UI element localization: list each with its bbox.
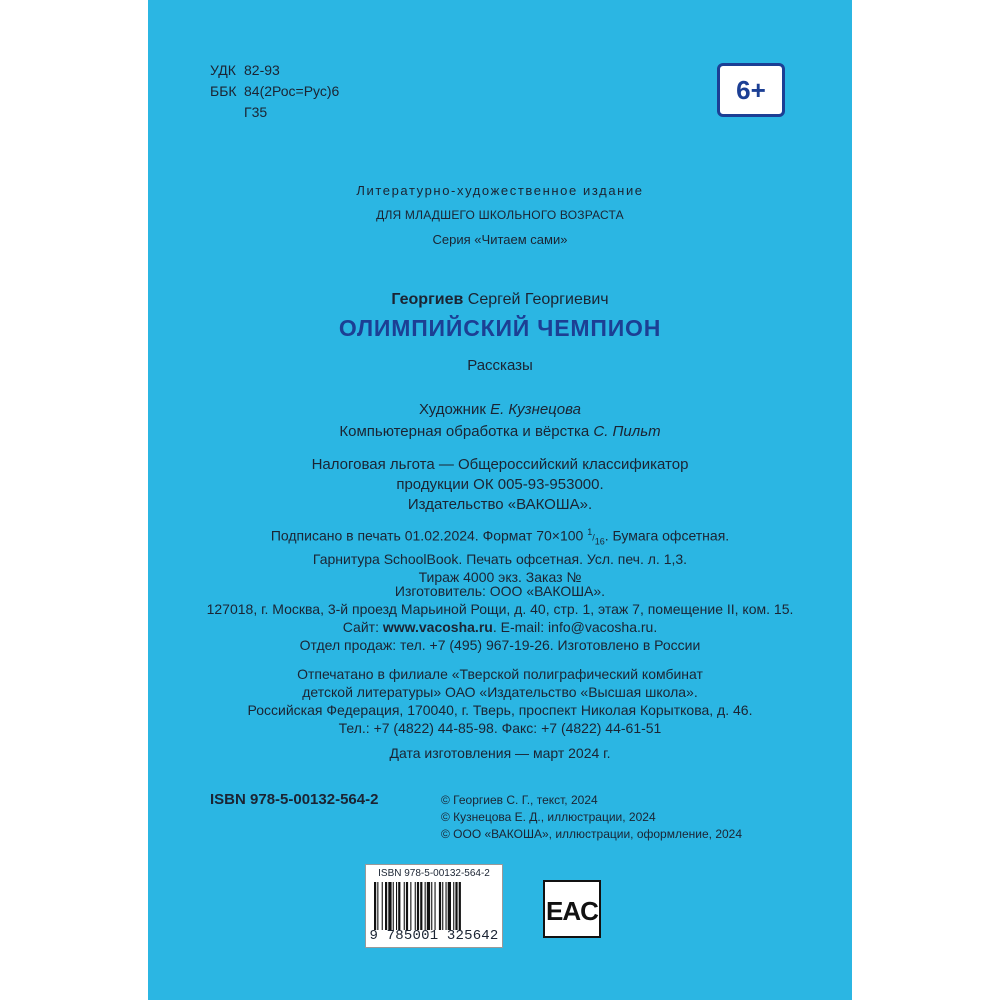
author-surname: Георгиев xyxy=(391,291,464,308)
site-link[interactable]: www.vacosha.ru xyxy=(382,619,493,635)
copyright-line: © Георгиев С. Г., текст, 2024 xyxy=(441,793,598,807)
author-line xyxy=(148,291,852,309)
printer-line-1: Отпечатано в филиале «Тверской полиграфический комбинат xyxy=(297,666,703,682)
book-genre: Рассказы xyxy=(467,357,533,374)
barcode-bar xyxy=(431,882,432,930)
barcode-bar xyxy=(396,882,397,930)
credits-block xyxy=(148,399,852,443)
barcode-bar xyxy=(455,882,457,930)
print-line-3: Тираж 4000 экз. Заказ № xyxy=(418,569,582,586)
barcode-bar xyxy=(435,882,436,930)
barcode-digits: 9 785001 325642 xyxy=(369,928,499,944)
udk-block xyxy=(210,60,339,123)
edition-series: Серия «Читаем сами» xyxy=(432,232,568,247)
eac-logo-icon xyxy=(545,882,599,936)
site-label: Сайт: xyxy=(342,619,379,635)
barcode-bars xyxy=(374,882,494,930)
author-mark: Г35 xyxy=(244,104,268,120)
age-rating-badge: 6+ xyxy=(717,63,785,117)
udk-label: УДК xyxy=(210,62,236,78)
barcode-bar xyxy=(442,882,443,930)
barcode-isbn-text: ISBN 978-5-00132-564-2 xyxy=(378,868,490,879)
print-line-1a: Подписано в печать 01.02.2024. Формат 70×100 xyxy=(270,527,584,544)
barcode-bar xyxy=(427,882,430,930)
barcode-bar xyxy=(382,882,383,930)
tax-line-1: Налоговая льгота — Общероссийский классификатор xyxy=(311,456,689,473)
layout-label: Компьютерная обработка и вёрстка xyxy=(339,423,590,440)
barcode-bar xyxy=(453,882,454,930)
tax-line-2: продукции ОК 005-93-953000. xyxy=(396,476,604,493)
bbk-value: 84(2Рос=Рус)6 xyxy=(244,83,340,99)
barcode-bar xyxy=(446,882,447,930)
layout-name: С. Пильт xyxy=(593,423,661,440)
artist-label: Художник xyxy=(419,401,486,418)
email-text: . E-mail: info@vacosha.ru. xyxy=(492,619,658,635)
barcode-bar xyxy=(459,882,461,930)
author-name: Сергей Георгиевич xyxy=(467,291,609,308)
isbn: ISBN 978-5-00132-564-2 xyxy=(210,791,379,808)
print-info-block: Подписано в печать 01.02.2024. Формат 70×100 $^1/_{16}$. Бумага офсетная. Гарнитура SchoolBook. Печать офсетная. Усл. печ. л. 1,3. Тираж 4000 экз. Заказ № xyxy=(148,523,852,586)
barcode-bar xyxy=(410,882,411,930)
printer-line-3: Российская Федерация, 170040, г. Тверь, проспект Николая Корыткова, д. 46. xyxy=(247,702,753,718)
barcode-bar xyxy=(420,882,422,930)
barcode-bar xyxy=(388,882,391,930)
barcode-bar xyxy=(404,882,405,930)
sales-line: Отдел продаж: тел. +7 (495) 967-19-26. Изготовлено в России xyxy=(299,637,701,653)
barcode-bar xyxy=(439,882,441,930)
udk-value: 82-93 xyxy=(244,62,280,78)
edition-type: Литературно-художественное издание xyxy=(356,183,644,198)
edition-audience: ДЛЯ МЛАДШЕГО ШКОЛЬНОГО ВОЗРАСТА xyxy=(376,208,624,222)
manufacture-date: Дата изготовления — март 2024 г. xyxy=(389,745,611,761)
print-line-1b: . Бумага офсетная. xyxy=(604,527,730,544)
barcode-bar xyxy=(448,882,451,930)
format-fraction-num: 1 xyxy=(587,527,593,537)
copyright-line: © ООО «ВАКОША», иллюстрации, оформление, 2024 xyxy=(441,827,743,841)
eac-mark-text: EAC xyxy=(546,896,598,926)
manufacturer-line-1: Изготовитель: ООО «ВАКОША». xyxy=(394,583,606,599)
format-fraction-den: 16 xyxy=(594,536,605,547)
manufacturer-address: 127018, г. Москва, 3-й проезд Марьиной Рощи, д. 40, стр. 1, этаж 7, помещение II, ком. 15. xyxy=(206,601,794,617)
printer-line-2: детской литературы» ОАО «Издательство «Высшая школа». xyxy=(302,684,698,700)
printer-line-4: Тел.: +7 (4822) 44-85-98. Факс: +7 (4822) 44-61-51 xyxy=(338,720,662,736)
eac-mark xyxy=(543,880,601,938)
barcode-bar xyxy=(415,882,416,930)
printer-block xyxy=(148,665,852,737)
barcode xyxy=(365,864,503,948)
artist-name: Е. Кузнецова xyxy=(490,401,581,418)
copyright-line: © Кузнецова Е. Д., иллюстрации, 2024 xyxy=(441,810,656,824)
barcode-bar xyxy=(417,882,419,930)
barcode-bar xyxy=(398,882,400,930)
barcode-bar xyxy=(393,882,394,930)
manufacturer-block xyxy=(148,582,852,654)
barcode-bar xyxy=(385,882,387,930)
barcode-bar xyxy=(406,882,408,930)
tax-block xyxy=(148,455,852,515)
copyright-block xyxy=(441,792,742,843)
barcode-bar xyxy=(374,882,376,930)
print-line-2: Гарнитура SchoolBook. Печать офсетная. Усл. печ. л. 1,3. xyxy=(312,551,688,568)
bbk-label: ББК xyxy=(210,83,237,99)
book-title: ОЛИМПИЙСКИЙ ЧЕМПИОН xyxy=(338,315,662,341)
barcode-bar xyxy=(425,882,426,930)
barcode-bar xyxy=(377,882,378,930)
tax-line-3: Издательство «ВАКОША». xyxy=(407,496,593,513)
